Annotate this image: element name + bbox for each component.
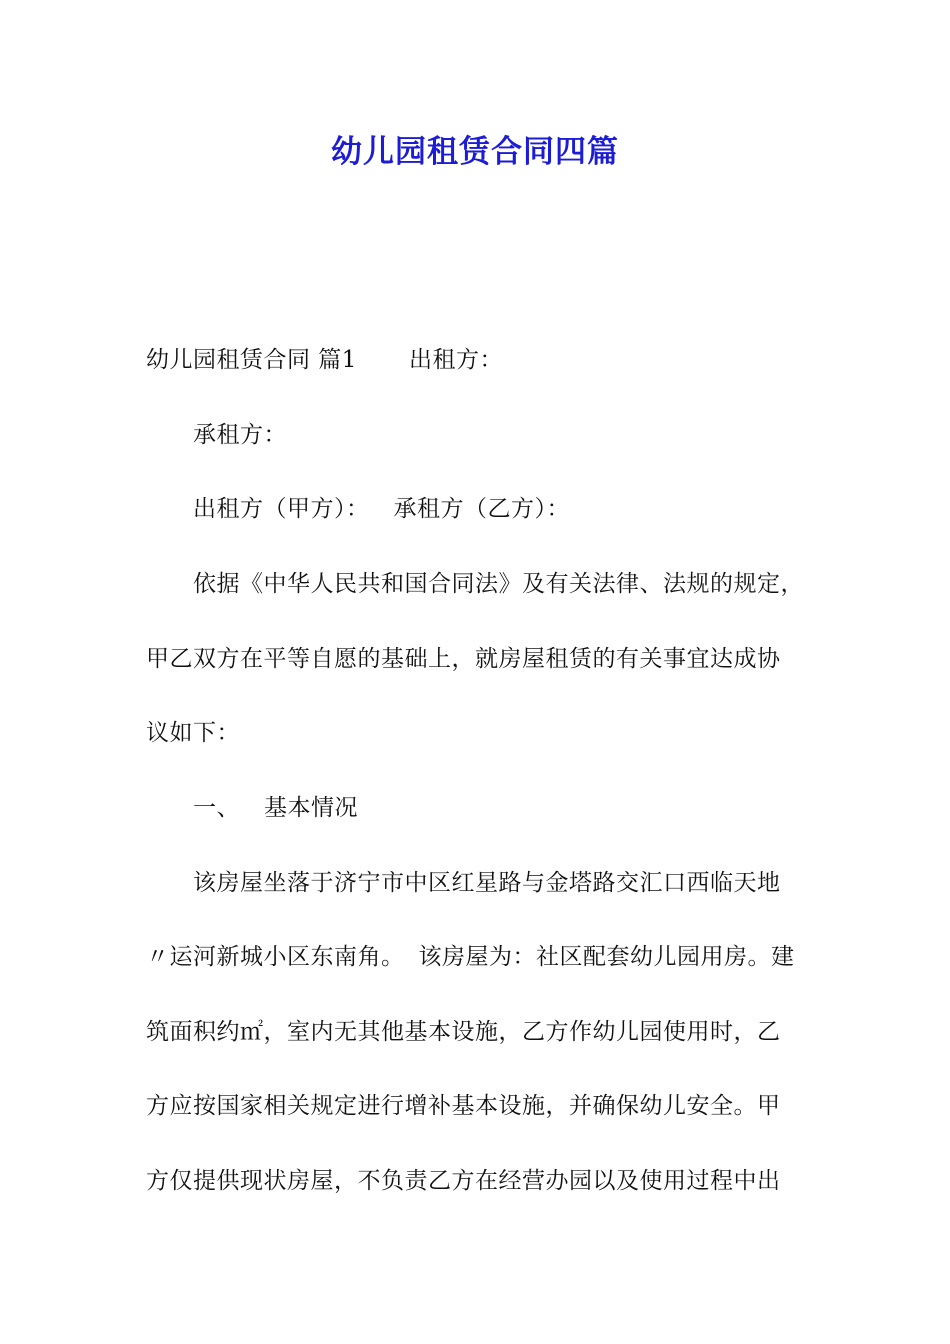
- parties-line: [193, 489, 873, 529]
- paragraph-line: 依据《中华人民共和国合同法》及有关法律、法规的规定，: [193, 571, 804, 597]
- paragraph-segment: 〃运河新城小区东南角。: [146, 944, 405, 970]
- lessee-line: 承租方：: [193, 422, 287, 448]
- paragraph-line: 甲乙双方在平等自愿的基础上，就房屋租赁的有关事宜达成协: [146, 646, 781, 672]
- paragraph-line: 该房屋坐落于济宁市中区红星路与金塔路交汇口西临天地: [193, 870, 781, 896]
- paragraph-line: 议如下：: [146, 720, 240, 746]
- party-b-label: 承租方（乙方）：: [393, 496, 570, 522]
- section-number: 一、: [193, 795, 240, 821]
- paragraph-line: 筑面积约㎡，室内无其他基本设施，乙方作幼儿园使用时，乙: [146, 1019, 781, 1045]
- party-a-label: 出租方（甲方）：: [193, 496, 370, 522]
- lessor-label: 出租方：: [408, 347, 503, 373]
- paragraph-line: [146, 937, 826, 977]
- paragraph-segment: 该房屋为：社区配套幼儿园用房。建: [418, 944, 795, 970]
- paragraph-line: 方应按国家相关规定进行增补基本设施，并确保幼儿安全。甲: [146, 1093, 781, 1119]
- paragraph-line: 方仅提供现状房屋，不负责乙方在经营办园以及使用过程中出: [146, 1168, 781, 1194]
- section-heading: [193, 788, 873, 828]
- section-title: 基本情况: [264, 795, 358, 821]
- contract-part-label: 幼儿园租赁合同 篇1: [146, 347, 357, 373]
- contract-header-line: [146, 340, 826, 380]
- document-title: 幼儿园租赁合同四篇: [331, 134, 619, 170]
